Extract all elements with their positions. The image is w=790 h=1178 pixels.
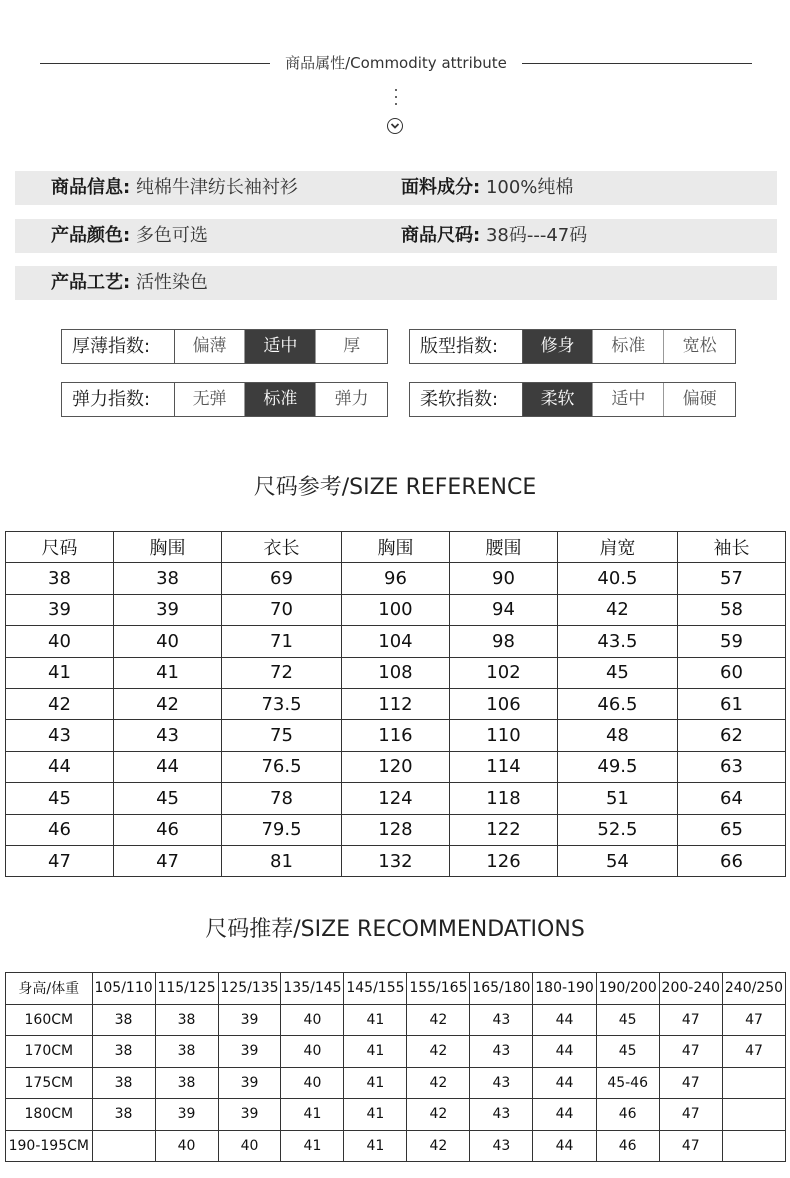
column-header: 胸围	[114, 532, 222, 563]
info-label: 面料成分:	[401, 177, 481, 198]
column-header: 125/135	[218, 973, 281, 1005]
table-cell: 47	[114, 845, 222, 876]
table-cell: 58	[677, 594, 785, 625]
table-cell: 72	[222, 657, 342, 688]
table-cell: 126	[449, 845, 557, 876]
table-cell: 38	[92, 1004, 155, 1036]
table-cell: 51	[557, 783, 677, 814]
column-header: 袖长	[677, 532, 785, 563]
table-cell: 39	[114, 594, 222, 625]
table-cell: 170CM	[6, 1036, 93, 1068]
table-cell: 96	[341, 563, 449, 594]
table-cell: 78	[222, 783, 342, 814]
table-cell: 76.5	[222, 751, 342, 782]
table-cell: 47	[659, 1130, 722, 1162]
table-cell: 63	[677, 751, 785, 782]
table-cell: 38	[155, 1004, 218, 1036]
table-cell: 40	[6, 626, 114, 657]
table-cell: 47	[659, 1004, 722, 1036]
attribute-title: 商品属性/Commodity attribute	[285, 54, 507, 72]
table-cell: 43.5	[557, 626, 677, 657]
table-cell: 41	[344, 1004, 407, 1036]
column-header: 200-240	[659, 973, 722, 1005]
info-row	[15, 171, 777, 205]
table-cell: 40	[281, 1067, 344, 1099]
table-cell: 44	[533, 1036, 596, 1068]
table-cell: 44	[533, 1004, 596, 1036]
table-cell: 42	[407, 1067, 470, 1099]
size-recommendations-table	[5, 972, 786, 1162]
table-cell: 41	[344, 1130, 407, 1162]
table-cell: 39	[218, 1067, 281, 1099]
info-label: 商品信息:	[51, 177, 131, 198]
table-cell: 47	[659, 1036, 722, 1068]
table-cell: 40	[114, 626, 222, 657]
table-cell: 47	[6, 845, 114, 876]
table-row	[6, 845, 786, 876]
column-header: 衣长	[222, 532, 342, 563]
table-cell: 38	[6, 563, 114, 594]
table-cell: 64	[677, 783, 785, 814]
table-cell: 114	[449, 751, 557, 782]
table-cell: 38	[114, 563, 222, 594]
table-row	[6, 563, 786, 594]
table-cell: 94	[449, 594, 557, 625]
table-cell: 120	[341, 751, 449, 782]
column-header: 115/125	[155, 973, 218, 1005]
table-cell	[92, 1130, 155, 1162]
info-item	[51, 171, 298, 205]
table-cell: 48	[557, 720, 677, 751]
table-cell: 39	[218, 1099, 281, 1131]
index-label: 柔软指数:	[410, 383, 523, 416]
index-option[interactable]: 标准	[245, 383, 316, 416]
table-cell: 190-195CM	[6, 1130, 93, 1162]
divider-left	[40, 63, 270, 64]
info-value: 活性染色	[135, 272, 208, 293]
table-cell: 60	[677, 657, 785, 688]
size-recommendations-title: 尺码推荐/SIZE RECOMMENDATIONS	[205, 917, 585, 942]
index-option[interactable]: 偏薄	[175, 330, 246, 363]
table-cell: 46.5	[557, 688, 677, 719]
table-cell: 175CM	[6, 1067, 93, 1099]
table-cell: 90	[449, 563, 557, 594]
table-cell: 41	[114, 657, 222, 688]
table-cell: 49.5	[557, 751, 677, 782]
table-cell: 70	[222, 594, 342, 625]
table-cell: 102	[449, 657, 557, 688]
column-header: 240/250	[722, 973, 785, 1005]
table-cell: 73.5	[222, 688, 342, 719]
info-label: 产品工艺:	[51, 272, 131, 293]
table-cell: 44	[533, 1130, 596, 1162]
index-option[interactable]: 柔软	[523, 383, 594, 416]
table-cell: 116	[341, 720, 449, 751]
table-cell: 47	[659, 1099, 722, 1131]
table-cell: 46	[114, 814, 222, 845]
table-cell: 41	[281, 1130, 344, 1162]
table-cell: 43	[114, 720, 222, 751]
info-label: 商品尺码:	[401, 225, 481, 246]
table-cell: 71	[222, 626, 342, 657]
table-cell: 38	[155, 1067, 218, 1099]
table-cell: 40	[218, 1130, 281, 1162]
column-header: 135/145	[281, 973, 344, 1005]
table-cell: 110	[449, 720, 557, 751]
column-header: 腰围	[449, 532, 557, 563]
softness-index	[409, 382, 736, 417]
table-cell: 124	[341, 783, 449, 814]
table-cell: 69	[222, 563, 342, 594]
index-option[interactable]: 偏硬	[682, 389, 717, 409]
table-cell: 39	[6, 594, 114, 625]
table-row	[6, 783, 786, 814]
table-cell: 62	[677, 720, 785, 751]
table-cell: 104	[341, 626, 449, 657]
table-cell: 100	[341, 594, 449, 625]
table-cell: 41	[344, 1067, 407, 1099]
table-cell: 42	[557, 594, 677, 625]
column-header: 155/165	[407, 973, 470, 1005]
table-cell: 45	[557, 657, 677, 688]
table-cell: 118	[449, 783, 557, 814]
table-row	[6, 1036, 786, 1068]
info-value: 多色可选	[135, 225, 208, 246]
index-option[interactable]: 适中	[245, 330, 316, 363]
table-cell: 45	[6, 783, 114, 814]
index-option[interactable]: 修身	[523, 330, 594, 363]
table-cell: 43	[6, 720, 114, 751]
table-row	[6, 814, 786, 845]
table-cell: 75	[222, 720, 342, 751]
size-reference-table	[5, 531, 786, 877]
table-cell: 46	[596, 1099, 659, 1131]
info-item	[51, 219, 208, 253]
info-row	[15, 219, 777, 253]
table-cell: 47	[722, 1004, 785, 1036]
index-option[interactable]: 标准	[593, 330, 664, 363]
table-cell: 61	[677, 688, 785, 719]
table-cell: 39	[218, 1004, 281, 1036]
elasticity-index	[61, 382, 388, 417]
attribute-header	[0, 52, 790, 74]
table-cell: 46	[596, 1130, 659, 1162]
table-cell: 45	[596, 1036, 659, 1068]
table-cell: 42	[6, 688, 114, 719]
table-header-row	[6, 532, 786, 563]
table-row	[6, 626, 786, 657]
fit-index	[409, 329, 736, 364]
info-value: 纯棉牛津纺长袖衬衫	[135, 177, 298, 198]
table-cell: 38	[92, 1099, 155, 1131]
table-cell: 43	[470, 1067, 533, 1099]
table-cell: 43	[470, 1099, 533, 1131]
table-cell: 122	[449, 814, 557, 845]
table-cell: 106	[449, 688, 557, 719]
table-cell: 81	[222, 845, 342, 876]
table-row	[6, 1067, 786, 1099]
table-cell: 79.5	[222, 814, 342, 845]
table-cell: 47	[722, 1036, 785, 1068]
index-label: 厚薄指数:	[62, 330, 175, 363]
table-cell: 132	[341, 845, 449, 876]
table-cell	[722, 1130, 785, 1162]
index-option[interactable]: 弹力	[334, 389, 369, 409]
index-label: 弹力指数:	[62, 383, 175, 416]
table-cell: 43	[470, 1036, 533, 1068]
table-cell: 43	[470, 1004, 533, 1036]
table-cell: 38	[92, 1036, 155, 1068]
table-cell: 44	[6, 751, 114, 782]
table-cell: 39	[218, 1036, 281, 1068]
column-header: 180-190	[533, 973, 596, 1005]
index-option[interactable]: 适中	[593, 383, 664, 416]
table-cell: 42	[407, 1130, 470, 1162]
table-cell: 42	[114, 688, 222, 719]
table-row	[6, 594, 786, 625]
table-cell: 112	[341, 688, 449, 719]
table-row	[6, 1099, 786, 1131]
table-cell: 65	[677, 814, 785, 845]
table-row	[6, 657, 786, 688]
table-cell	[722, 1067, 785, 1099]
table-cell: 41	[281, 1099, 344, 1131]
dotted-connector	[393, 89, 399, 110]
table-cell: 45	[114, 783, 222, 814]
table-cell: 108	[341, 657, 449, 688]
table-header-row	[6, 973, 786, 1005]
column-header: 145/155	[344, 973, 407, 1005]
table-cell: 59	[677, 626, 785, 657]
table-cell: 44	[533, 1067, 596, 1099]
info-row	[15, 266, 777, 300]
table-row	[6, 688, 786, 719]
table-cell: 98	[449, 626, 557, 657]
table-cell: 43	[470, 1130, 533, 1162]
table-cell: 47	[659, 1067, 722, 1099]
index-option[interactable]: 宽松	[682, 336, 717, 356]
info-item	[51, 266, 208, 300]
table-cell: 38	[155, 1036, 218, 1068]
table-cell: 42	[407, 1004, 470, 1036]
column-header: 165/180	[470, 973, 533, 1005]
info-value: 38码---47码	[485, 225, 588, 246]
table-cell: 40	[281, 1004, 344, 1036]
size-reference-title: 尺码参考/SIZE REFERENCE	[253, 475, 537, 500]
table-row	[6, 720, 786, 751]
index-label: 版型指数:	[410, 330, 523, 363]
table-cell: 128	[341, 814, 449, 845]
table-cell: 41	[344, 1099, 407, 1131]
column-header: 胸围	[341, 532, 449, 563]
table-cell: 41	[6, 657, 114, 688]
index-option[interactable]: 厚	[343, 336, 361, 356]
table-cell: 39	[155, 1099, 218, 1131]
column-header: 尺码	[6, 532, 114, 563]
table-cell: 40.5	[557, 563, 677, 594]
info-item	[401, 171, 573, 205]
table-cell: 38	[92, 1067, 155, 1099]
table-cell: 45	[596, 1004, 659, 1036]
table-cell: 44	[114, 751, 222, 782]
info-label: 产品颜色:	[51, 225, 131, 246]
table-cell: 40	[155, 1130, 218, 1162]
column-header: 105/110	[92, 973, 155, 1005]
table-cell: 45-46	[596, 1067, 659, 1099]
table-cell: 160CM	[6, 1004, 93, 1036]
table-cell: 44	[533, 1099, 596, 1131]
table-cell	[722, 1099, 785, 1131]
table-cell: 42	[407, 1036, 470, 1068]
column-header: 190/200	[596, 973, 659, 1005]
table-cell: 52.5	[557, 814, 677, 845]
table-cell: 54	[557, 845, 677, 876]
table-cell: 180CM	[6, 1099, 93, 1131]
chevron-down-icon	[387, 118, 403, 134]
info-item	[401, 219, 587, 253]
table-cell: 42	[407, 1099, 470, 1131]
table-row	[6, 1004, 786, 1036]
info-value: 100%纯棉	[485, 177, 574, 198]
index-option[interactable]: 无弹	[175, 383, 246, 416]
table-cell: 41	[344, 1036, 407, 1068]
table-cell: 40	[281, 1036, 344, 1068]
table-row	[6, 751, 786, 782]
column-header: 身高/体重	[6, 973, 93, 1005]
thickness-index	[61, 329, 388, 364]
column-header: 肩宽	[557, 532, 677, 563]
table-cell: 57	[677, 563, 785, 594]
table-row	[6, 1130, 786, 1162]
divider-right	[522, 63, 752, 64]
table-cell: 46	[6, 814, 114, 845]
table-cell: 66	[677, 845, 785, 876]
